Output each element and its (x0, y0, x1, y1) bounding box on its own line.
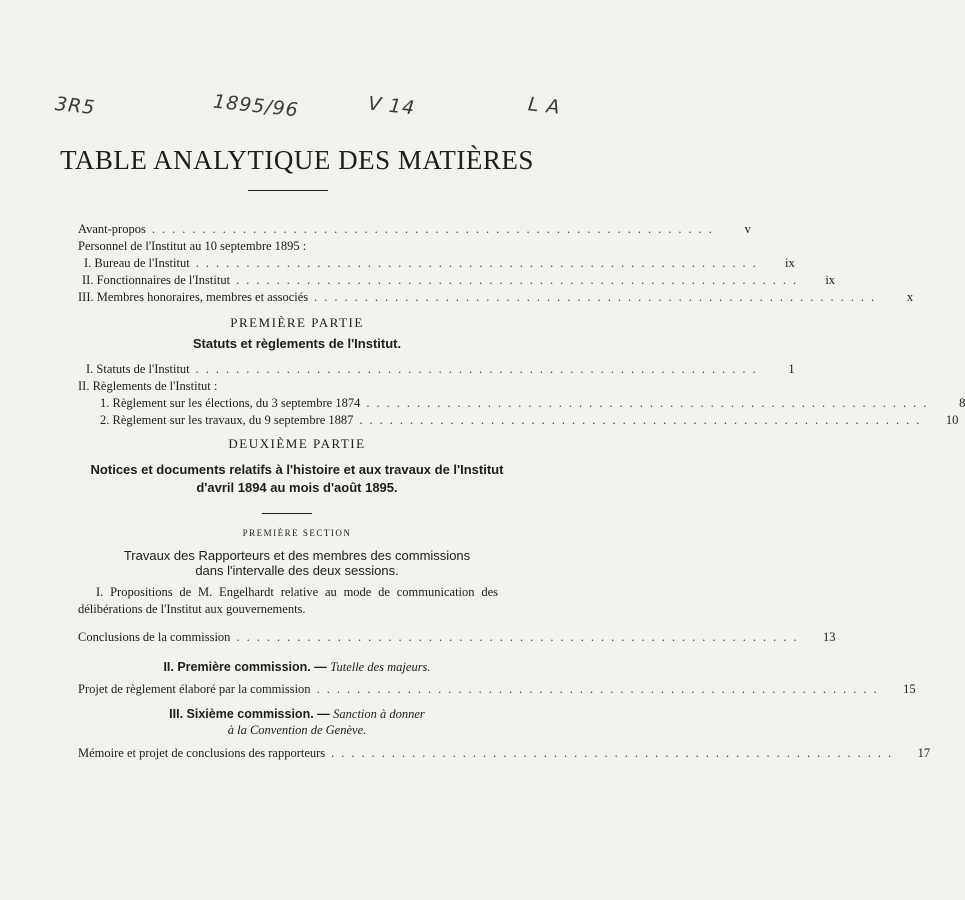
section-subtitle-1: Travaux des Rapporteurs et des membres des commissions (123, 548, 471, 563)
toc-row: Conclusions de la commission ........................................................ 13 (78, 630, 836, 644)
part2-heading-line2: d'avril 1894 au mois d'août 1895. (196, 480, 398, 495)
page-title: TABLE ANALYTIQUE DES MATIÈRES (60, 145, 534, 175)
toc-row: I. Statuts de l'Institut ........................................................ 1 (86, 362, 795, 376)
part2-projet (78, 682, 916, 699)
toc-row: III. Membres honoraires, membres et associés ........................................................ x (78, 290, 914, 304)
proposition-text: I. Propositions de M. Engelhardt relative au mode de communication des délibérations de l'Institut aux gouvernements. (78, 585, 498, 616)
part2-label: DEUXIÈME PARTIE (228, 436, 366, 451)
toc-row: I. Bureau de l'Institut ........................................................ ix (84, 256, 795, 270)
reglements-heading: II. Règlements de l'Institut : (78, 379, 218, 393)
front-matter (78, 222, 914, 307)
toc-row: Avant-propos ........................................................ v (78, 222, 751, 236)
handwritten-note-d: L A (526, 93, 562, 119)
toc-row: II. Fonctionnaires de l'Institut ........................................................ ix (82, 273, 836, 287)
toc-row: Projet de règlement élaboré par la commission ........................................................ 15 (78, 682, 916, 696)
part1-label: PREMIÈRE PARTIE (230, 315, 364, 330)
part2-heading-line1: Notices et documents relatifs à l'histoire et aux travaux de l'Institut (90, 462, 504, 477)
commission-2-heading: II. Première commission. — Tutelle des majeurs. (163, 660, 431, 674)
toc-row: 1. Règlement sur les élections, du 3 septembre 1874 ........................................................ 8 (100, 396, 965, 410)
section-subtitle-2: dans l'intervalle des deux sessions. (195, 563, 399, 578)
handwritten-note-a: 3R5 (53, 92, 97, 120)
personnel-heading: Personnel de l'Institut au 10 septembre 1895 : (78, 239, 307, 253)
part1-entries (78, 362, 965, 430)
handwritten-note-b: 1895/96 (212, 90, 300, 122)
toc-row: Mémoire et projet de conclusions des rapporteurs ........................................................ 17 (78, 746, 931, 760)
handwritten-note-c: V 14 (366, 92, 417, 120)
commission-3-heading: III. Sixième commission. — Sanction à donner (169, 707, 425, 721)
title-rule (248, 190, 328, 191)
part2-memoire (78, 746, 931, 763)
commission-3-subtitle: à la Convention de Genève. (227, 723, 367, 737)
toc-row: 2. Règlement sur les travaux, du 9 septembre 1887 ........................................................ 10 (100, 413, 959, 427)
part1-heading: Statuts et règlements de l'Institut. (192, 336, 402, 351)
part2-conclusions (78, 630, 836, 647)
section-rule (262, 513, 312, 514)
section-label: PREMIÈRE SECTION (242, 528, 352, 538)
